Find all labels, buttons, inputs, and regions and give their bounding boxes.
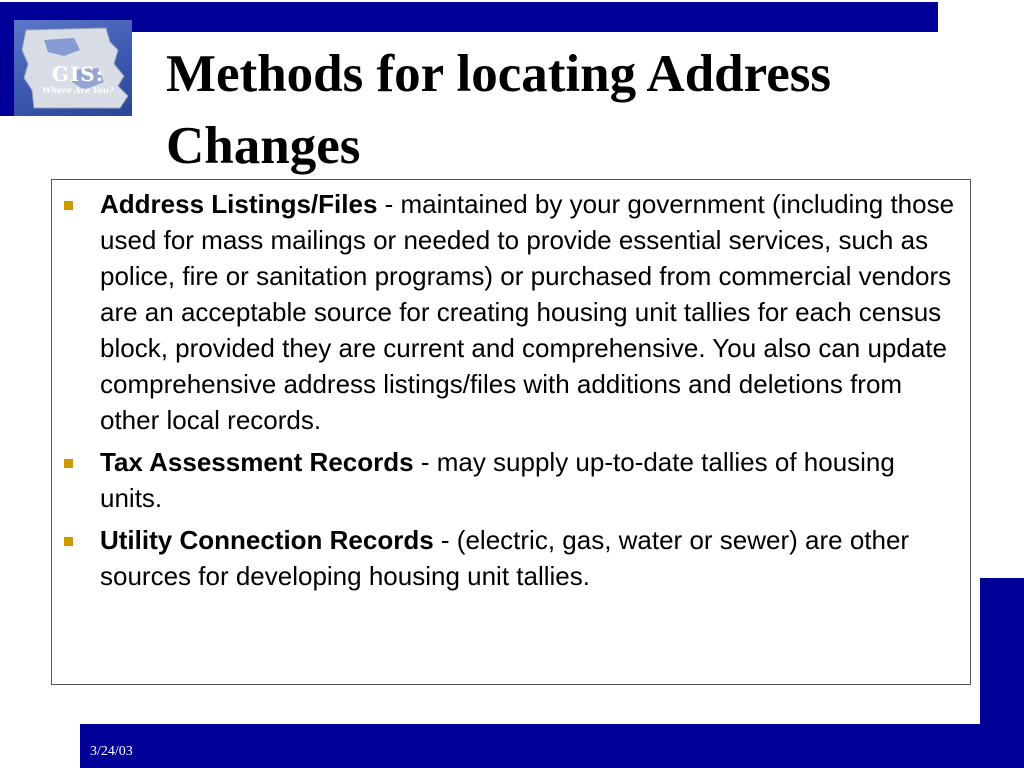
logo-line1: GIS: <box>51 62 105 86</box>
bullet-term: Address Listings/Files <box>100 189 378 219</box>
bullet-term: Utility Connection Records <box>100 525 434 555</box>
logo-line2: Where Are You? <box>42 85 114 95</box>
bullet-square-icon <box>64 537 73 546</box>
slide-title: Methods for locating Address Changes <box>166 45 831 175</box>
bullet-list <box>52 186 970 600</box>
bullet-term: Tax Assessment Records <box>100 447 414 477</box>
top-banner-bar <box>0 2 938 32</box>
bullet-text: - may supply up-to-date tallies of housing units. <box>100 447 895 513</box>
footer-bar <box>80 724 1024 768</box>
bullet-address-listings <box>52 186 970 438</box>
bullet-tax-assessment <box>52 444 970 516</box>
logo-caption <box>38 64 118 94</box>
bullet-utility-connection <box>52 522 970 594</box>
bullet-square-icon <box>64 201 73 210</box>
bullet-text: - maintained by your government (including those used for mass mailings or needed to provide essential services, such as police, fire or sanitation programs) or purchased from commercial vendors are an acceptable source for creating housing unit tallies for each census block, provided they are current and comprehensive. You also can update comprehensive address listings/files with additions and deletions from other local records. <box>100 189 955 435</box>
gis-logo <box>14 20 132 116</box>
bullet-text: - (electric, gas, water or sewer) are other sources for developing housing unit tallies. <box>100 525 910 591</box>
bullet-square-icon <box>64 459 73 468</box>
footer-date: 3/24/03 <box>90 744 133 759</box>
content-box <box>51 179 971 685</box>
left-banner-band <box>0 2 14 116</box>
